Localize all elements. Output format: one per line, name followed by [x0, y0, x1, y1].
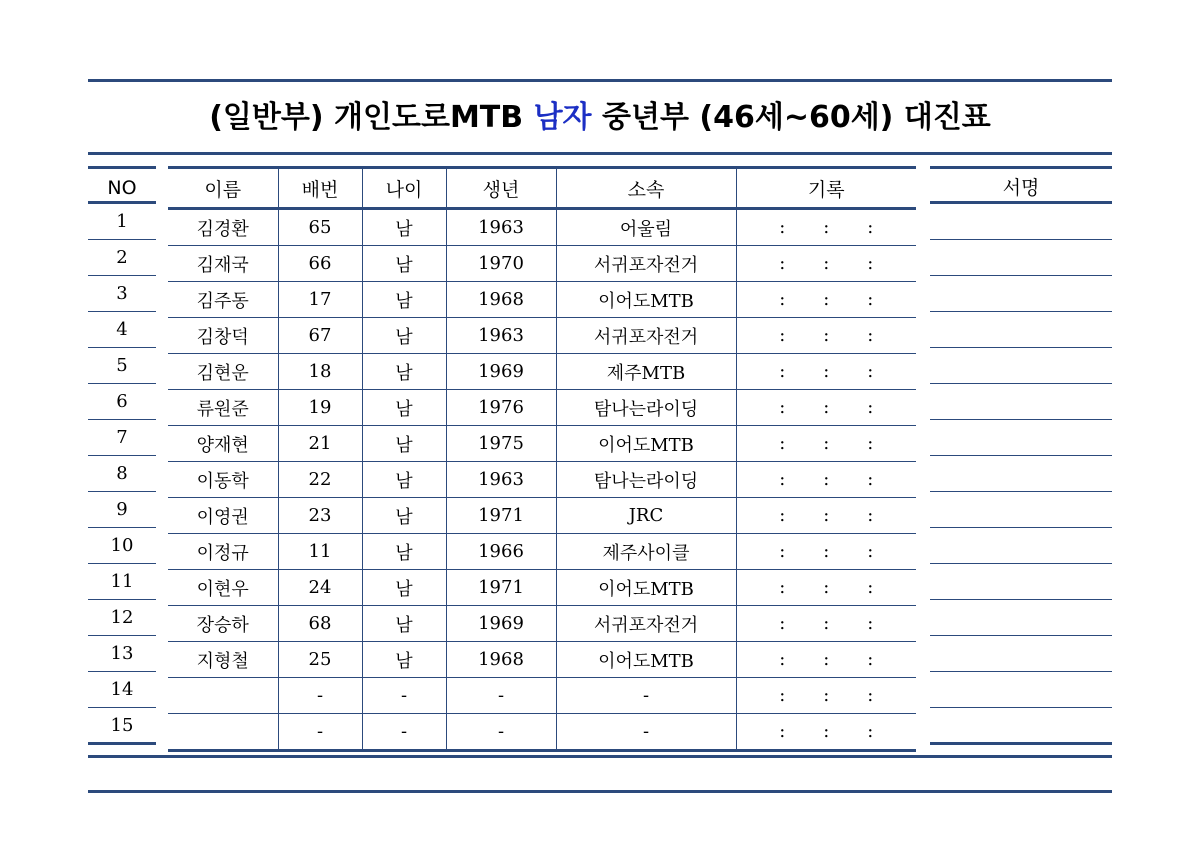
record-colon: : [823, 649, 830, 670]
cell-age: 남 [362, 606, 446, 642]
cell-no: 11 [88, 564, 156, 600]
cell-bib: - [278, 714, 362, 751]
cell-name: 김재국 [168, 246, 278, 282]
cell-no: 5 [88, 348, 156, 384]
cell-record[interactable] [736, 318, 916, 354]
cell-no: 14 [88, 672, 156, 708]
table-row [168, 318, 916, 354]
cell-bib: 22 [278, 462, 362, 498]
record-colon: : [823, 613, 830, 634]
cell-record[interactable] [736, 678, 916, 714]
cell-record[interactable] [736, 534, 916, 570]
record-colon: : [867, 253, 874, 274]
cell-bib: 68 [278, 606, 362, 642]
cell-birth-year: 1976 [446, 390, 556, 426]
header-no: NO [88, 166, 156, 204]
table-row [168, 642, 916, 678]
record-colon: : [779, 577, 786, 598]
cell-bib: 19 [278, 390, 362, 426]
table-row [168, 246, 916, 282]
record-colon: : [867, 397, 874, 418]
table-row [168, 209, 916, 246]
cell-birth-year: - [446, 714, 556, 751]
cell-birth-year: 1966 [446, 534, 556, 570]
cell-birth-year: 1975 [446, 426, 556, 462]
cell-age: - [362, 678, 446, 714]
cell-name: 김창덕 [168, 318, 278, 354]
record-colon: : [823, 721, 830, 742]
cell-team: 탐나는라이딩 [556, 462, 736, 498]
record-colon: : [867, 505, 874, 526]
cell-bib: 23 [278, 498, 362, 534]
table-row [168, 390, 916, 426]
table-row [168, 354, 916, 390]
cell-name: 류원준 [168, 390, 278, 426]
record-colon: : [779, 433, 786, 454]
cell-signature[interactable] [930, 204, 1112, 240]
record-colon: : [779, 325, 786, 346]
cell-no: 15 [88, 708, 156, 745]
cell-birth-year: 1963 [446, 318, 556, 354]
table-row [168, 282, 916, 318]
record-colon: : [867, 685, 874, 706]
cell-age: 남 [362, 354, 446, 390]
cell-record[interactable] [736, 426, 916, 462]
record-colon: : [779, 613, 786, 634]
cell-age: 남 [362, 318, 446, 354]
cell-bib: 67 [278, 318, 362, 354]
cell-name: 이영권 [168, 498, 278, 534]
cell-team: 제주MTB [556, 354, 736, 390]
record-colon: : [779, 541, 786, 562]
table-row [168, 678, 916, 714]
cell-name [168, 678, 278, 714]
record-colon: : [779, 361, 786, 382]
cell-birth-year: 1968 [446, 642, 556, 678]
table-row [168, 498, 916, 534]
cell-age: 남 [362, 642, 446, 678]
header-age: 나이 [362, 168, 446, 209]
title-part1: (일반부) 개인도로MTB [209, 100, 534, 135]
cell-no: 3 [88, 276, 156, 312]
bottom-rule-2 [88, 790, 1112, 793]
cell-age: 남 [362, 462, 446, 498]
table-row [168, 534, 916, 570]
cell-signature[interactable] [930, 708, 1112, 745]
cell-team: - [556, 678, 736, 714]
cell-age: 남 [362, 209, 446, 246]
record-colon: : [867, 361, 874, 382]
cell-age: - [362, 714, 446, 751]
cell-age: 남 [362, 534, 446, 570]
header-record: 기록 [736, 168, 916, 209]
table-header-row [168, 168, 916, 209]
cell-record[interactable] [736, 606, 916, 642]
cell-name: 장승하 [168, 606, 278, 642]
cell-team: 어울림 [556, 209, 736, 246]
cell-bib: 11 [278, 534, 362, 570]
cell-team: 이어도MTB [556, 282, 736, 318]
cell-record[interactable] [736, 354, 916, 390]
table-row [168, 462, 916, 498]
record-colon: : [823, 397, 830, 418]
cell-no: 2 [88, 240, 156, 276]
cell-record[interactable] [736, 498, 916, 534]
cell-record[interactable] [736, 570, 916, 606]
cell-no: 12 [88, 600, 156, 636]
record-colon: : [779, 289, 786, 310]
cell-age: 남 [362, 498, 446, 534]
no-column [88, 166, 156, 745]
header-name: 이름 [168, 168, 278, 209]
title-bottom-rule [88, 152, 1112, 155]
cell-bib: 25 [278, 642, 362, 678]
entry-table [168, 166, 916, 752]
cell-name: 이동학 [168, 462, 278, 498]
cell-name: 김현운 [168, 354, 278, 390]
cell-team: 서귀포자전거 [556, 606, 736, 642]
record-colon: : [867, 721, 874, 742]
record-colon: : [823, 469, 830, 490]
title-part2: 중년부 (46세~60세) 대진표 [591, 100, 991, 135]
record-colon: : [823, 325, 830, 346]
cell-bib: 66 [278, 246, 362, 282]
top-rule [88, 79, 1112, 82]
cell-signature[interactable] [930, 276, 1112, 312]
cell-name [168, 714, 278, 751]
cell-signature[interactable] [930, 528, 1112, 564]
cell-signature[interactable] [930, 492, 1112, 528]
record-colon: : [823, 541, 830, 562]
header-birth-year: 생년 [446, 168, 556, 209]
cell-name: 지형철 [168, 642, 278, 678]
record-colon: : [867, 613, 874, 634]
cell-record[interactable] [736, 642, 916, 678]
cell-birth-year: 1963 [446, 462, 556, 498]
cell-signature[interactable] [930, 420, 1112, 456]
record-colon: : [779, 217, 786, 238]
record-colon: : [867, 325, 874, 346]
record-colon: : [867, 217, 874, 238]
cell-signature[interactable] [930, 600, 1112, 636]
cell-record[interactable] [736, 282, 916, 318]
page-title [88, 94, 1112, 142]
cell-birth-year: 1963 [446, 209, 556, 246]
cell-signature[interactable] [930, 384, 1112, 420]
table-row [168, 570, 916, 606]
cell-birth-year: 1970 [446, 246, 556, 282]
record-colon: : [823, 433, 830, 454]
record-colon: : [823, 361, 830, 382]
cell-bib: 65 [278, 209, 362, 246]
record-colon: : [779, 649, 786, 670]
cell-team: 제주사이클 [556, 534, 736, 570]
cell-age: 남 [362, 390, 446, 426]
cell-team: 서귀포자전거 [556, 246, 736, 282]
cell-age: 남 [362, 282, 446, 318]
record-colon: : [823, 253, 830, 274]
cell-signature[interactable] [930, 312, 1112, 348]
cell-bib: 18 [278, 354, 362, 390]
record-colon: : [867, 541, 874, 562]
cell-no: 7 [88, 420, 156, 456]
cell-name: 이현우 [168, 570, 278, 606]
cell-record[interactable] [736, 246, 916, 282]
cell-no: 4 [88, 312, 156, 348]
cell-age: 남 [362, 570, 446, 606]
cell-signature[interactable] [930, 348, 1112, 384]
table-row [168, 714, 916, 751]
cell-no: 9 [88, 492, 156, 528]
cell-record[interactable] [736, 714, 916, 751]
signature-column [930, 166, 1112, 745]
cell-signature[interactable] [930, 456, 1112, 492]
cell-birth-year: 1971 [446, 498, 556, 534]
header-team: 소속 [556, 168, 736, 209]
cell-signature[interactable] [930, 240, 1112, 276]
record-colon: : [823, 577, 830, 598]
cell-bib: 21 [278, 426, 362, 462]
record-colon: : [823, 685, 830, 706]
record-colon: : [867, 649, 874, 670]
cell-record[interactable] [736, 209, 916, 246]
cell-signature[interactable] [930, 636, 1112, 672]
cell-no: 8 [88, 456, 156, 492]
cell-bib: 24 [278, 570, 362, 606]
cell-team: - [556, 714, 736, 751]
bottom-rule-1 [88, 755, 1112, 758]
record-colon: : [867, 433, 874, 454]
header-signature: 서명 [930, 166, 1112, 204]
cell-signature[interactable] [930, 672, 1112, 708]
record-colon: : [867, 469, 874, 490]
cell-team: 이어도MTB [556, 642, 736, 678]
cell-name: 양재현 [168, 426, 278, 462]
record-colon: : [779, 721, 786, 742]
cell-team: 서귀포자전거 [556, 318, 736, 354]
record-colon: : [823, 217, 830, 238]
record-colon: : [779, 505, 786, 526]
cell-no: 10 [88, 528, 156, 564]
cell-no: 6 [88, 384, 156, 420]
record-colon: : [779, 253, 786, 274]
cell-team: 이어도MTB [556, 426, 736, 462]
title-highlight: 남자 [533, 100, 592, 135]
record-colon: : [779, 397, 786, 418]
cell-birth-year: 1968 [446, 282, 556, 318]
table-row [168, 426, 916, 462]
header-bib: 배번 [278, 168, 362, 209]
record-colon: : [779, 685, 786, 706]
table-row [168, 606, 916, 642]
cell-name: 김경환 [168, 209, 278, 246]
record-colon: : [867, 289, 874, 310]
cell-team: 탐나는라이딩 [556, 390, 736, 426]
cell-birth-year: 1969 [446, 606, 556, 642]
cell-no: 1 [88, 204, 156, 240]
record-colon: : [823, 505, 830, 526]
cell-birth-year: 1971 [446, 570, 556, 606]
record-colon: : [867, 577, 874, 598]
cell-record[interactable] [736, 390, 916, 426]
record-colon: : [779, 469, 786, 490]
cell-team: JRC [556, 498, 736, 534]
cell-age: 남 [362, 246, 446, 282]
cell-birth-year: 1969 [446, 354, 556, 390]
cell-bib: - [278, 678, 362, 714]
cell-team: 이어도MTB [556, 570, 736, 606]
cell-name: 이정규 [168, 534, 278, 570]
cell-birth-year: - [446, 678, 556, 714]
cell-name: 김주동 [168, 282, 278, 318]
cell-age: 남 [362, 426, 446, 462]
cell-no: 13 [88, 636, 156, 672]
record-colon: : [823, 289, 830, 310]
cell-bib: 17 [278, 282, 362, 318]
cell-record[interactable] [736, 462, 916, 498]
cell-signature[interactable] [930, 564, 1112, 600]
